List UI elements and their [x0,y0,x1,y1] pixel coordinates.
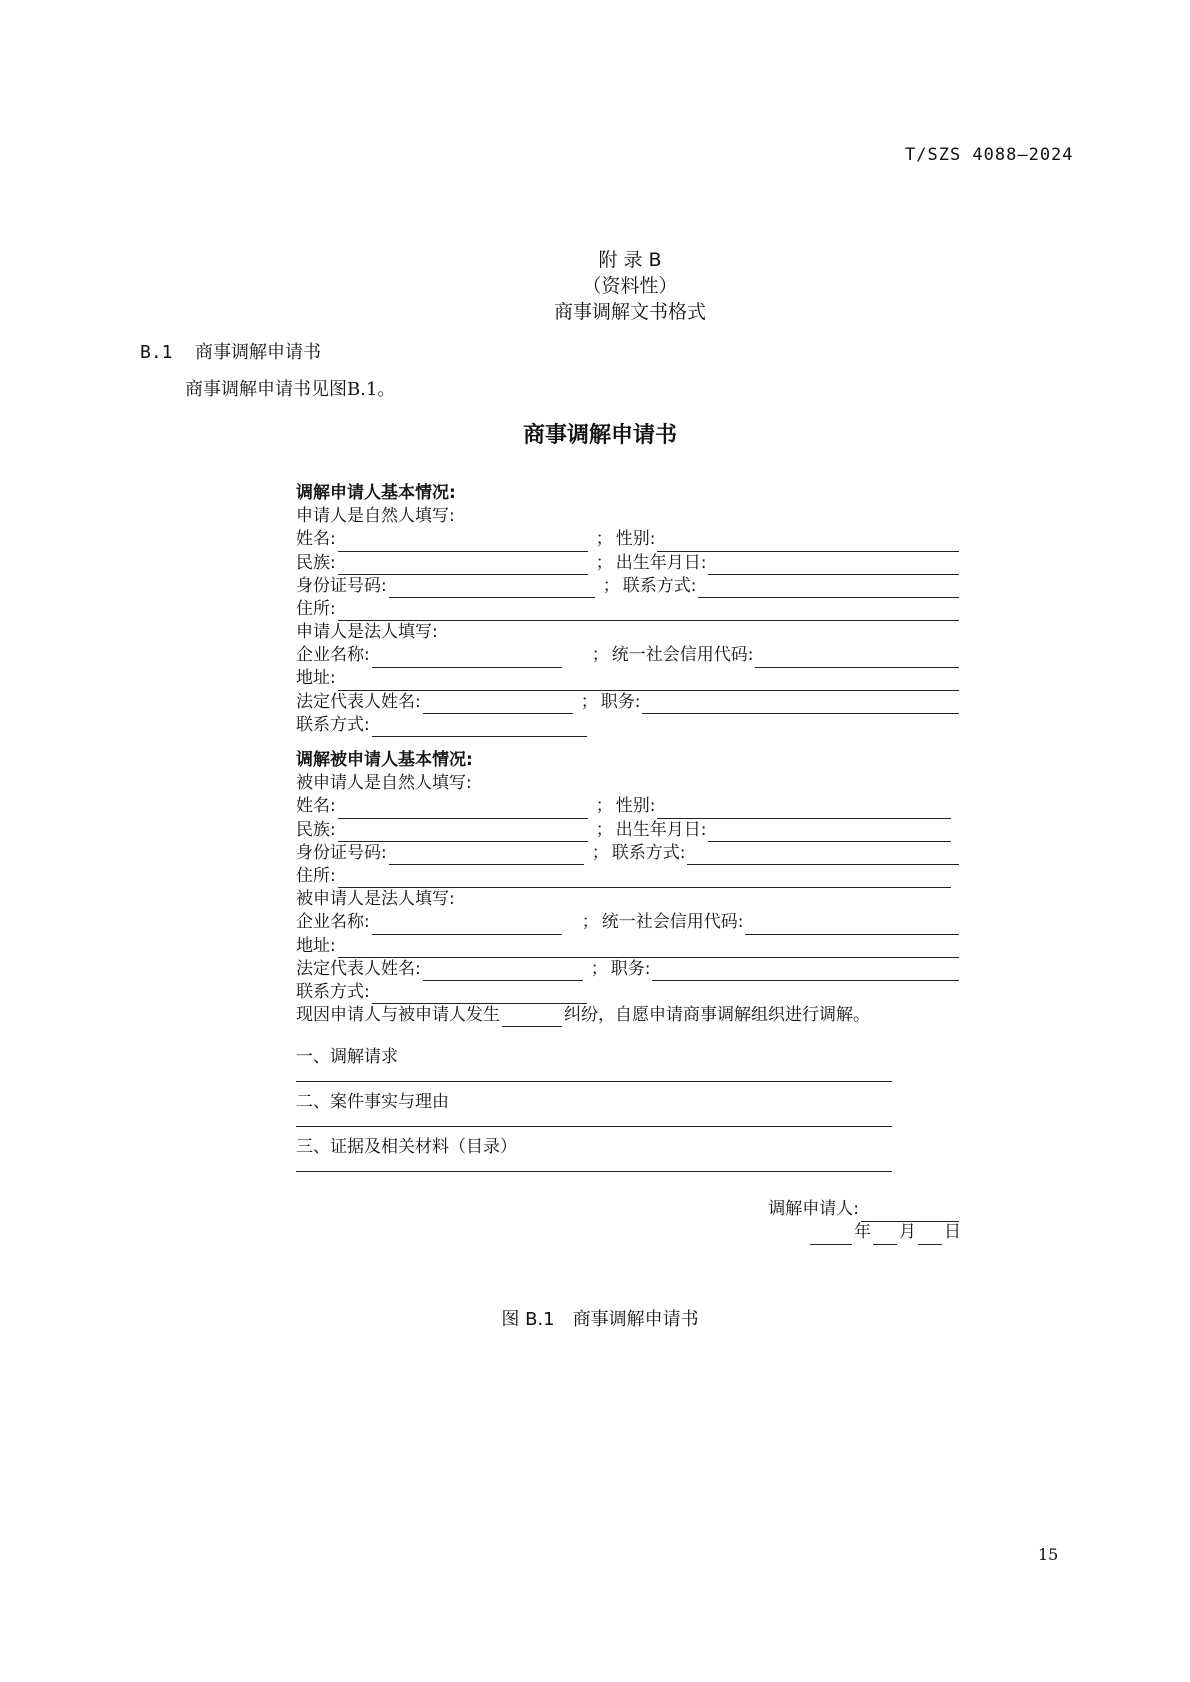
legal-rep-label: 法定代表人姓名: [296,691,421,712]
dispute-statement: 现因申请人与被申请人发生 纠纷，自愿申请商事调解组织进行调解。 [296,1004,961,1027]
applicant-id-row: 身份证号码: ； 联系方式: [296,575,961,598]
credit-code-label: 统一社会信用代码: [611,645,754,666]
section-body: 商事调解申请书见图B.1。 [185,379,396,400]
rep-contact-field[interactable] [372,986,587,1004]
company-field[interactable] [372,650,562,668]
ethnicity-label: 民族: [296,819,336,840]
month-label: 月 [899,1222,916,1243]
appendix-nature: （资料性） [582,275,678,297]
figure-caption: 图 B.1 商事调解申请书 [501,1309,699,1330]
item-facts-reasons: 二、案件事实与理由 [296,1092,449,1113]
company-address-label: 地址: [296,668,336,689]
ethnicity-field[interactable] [338,557,588,575]
legal-rep-label: 法定代表人姓名: [296,958,421,979]
name-label: 姓名: [296,796,336,817]
name-field[interactable] [338,801,588,819]
signature-label: 调解申请人: [768,1199,859,1220]
standard-code: T/SZS 4088—2024 [905,145,1074,165]
id-number-label: 身份证号码: [296,842,387,863]
name-label: 姓名: [296,529,336,550]
contact-field[interactable] [698,580,959,598]
position-field[interactable] [642,696,959,714]
respondent-company-row: 企业名称: ； 统一社会信用代码: [296,911,961,934]
company-label: 企业名称: [296,912,370,933]
respondent-address-row [296,865,953,888]
applicant-legal-label: 申请人是法人填写: [296,622,438,643]
rep-contact-field[interactable] [372,719,587,737]
name-field[interactable] [338,534,588,552]
respondent-name-row: 姓名: ； 性别: [296,795,953,818]
respondent-heading: 调解被申请人基本情况: [296,750,473,771]
evidence-field[interactable] [296,1159,892,1172]
section-title: 商事调解申请书 [195,342,321,363]
date-row [296,1222,961,1245]
signature-field[interactable] [861,1204,959,1222]
facts-reasons-field[interactable] [296,1114,892,1127]
gender-label: 性别: [615,796,656,817]
respondent-legal-label: 被申请人是法人填写: [296,889,455,910]
respondent-ethnicity-row: 民族: ； 出生年月日: [296,819,953,842]
company-address-field[interactable] [338,673,959,691]
rep-contact-label: 联系方式: [296,981,370,1002]
id-number-field[interactable] [389,847,584,865]
position-label: 职务: [600,691,641,712]
id-number-field[interactable] [389,580,595,598]
item-evidence: 三、证据及相关材料（目录） [296,1137,517,1158]
position-field[interactable] [652,963,959,981]
mediation-request-field[interactable] [296,1069,892,1082]
respondent-company-address-row [296,935,961,958]
year-label: 年 [854,1222,871,1243]
respondent-legal-rep-row: 法定代表人姓名: ； 职务: [296,958,961,981]
item-mediation-request: 一、调解请求 [296,1047,398,1068]
position-label: 职务: [610,958,651,979]
legal-rep-field[interactable] [423,963,583,981]
credit-code-field[interactable] [745,917,959,935]
id-number-label: 身份证号码: [296,575,387,596]
company-address-field[interactable] [338,940,959,958]
gender-label: 性别: [615,529,656,550]
application-form [296,482,961,1245]
birth-field[interactable] [708,557,959,575]
section-number: B.1 [140,342,173,363]
applicant-name-row: 姓名: ； 性别: [296,528,961,551]
applicant-ethnicity-row: 民族: ； 出生年月日: [296,552,961,575]
contact-field[interactable] [687,847,959,865]
applicant-address-row [296,598,961,621]
signature-row [296,1198,961,1221]
gender-field[interactable] [657,801,951,819]
applicant-natural-label: 申请人是自然人填写: [296,506,455,527]
company-field[interactable] [372,917,562,935]
birth-field[interactable] [708,824,951,842]
address-label: 住所: [296,598,336,619]
rep-contact-label: 联系方式: [296,714,370,735]
company-label: 企业名称: [296,645,370,666]
applicant-company-address-row [296,668,961,691]
dispute-type-field[interactable] [502,1010,562,1027]
appendix-subtitle: 商事调解文书格式 [553,301,706,323]
contact-label: 联系方式: [622,575,697,596]
applicant-heading: 调解申请人基本情况: [296,482,456,503]
company-address-label: 地址: [296,935,336,956]
birth-label: 出生年月日: [615,819,707,840]
year-field[interactable] [810,1227,852,1245]
respondent-id-row: 身份证号码: ； 联系方式: [296,842,961,865]
respondent-rep-contact-row [296,981,961,1004]
day-label: 日 [944,1222,961,1243]
respondent-natural-label: 被申请人是自然人填写: [296,773,472,794]
address-field[interactable] [338,603,959,621]
section-heading [140,338,321,364]
credit-code-field[interactable] [755,650,959,668]
applicant-rep-contact-row [296,714,961,737]
form-title: 商事调解申请书 [522,423,677,448]
month-field[interactable] [873,1227,897,1245]
ethnicity-field[interactable] [338,824,588,842]
legal-rep-field[interactable] [423,696,573,714]
day-field[interactable] [918,1227,942,1245]
address-label: 住所: [296,865,336,886]
birth-label: 出生年月日: [615,552,707,573]
gender-field[interactable] [657,534,959,552]
appendix-title: 附 录 B [598,249,662,271]
applicant-company-row: 企业名称: ； 统一社会信用代码: [296,644,961,667]
credit-code-label: 统一社会信用代码: [601,912,744,933]
address-field[interactable] [338,870,951,888]
ethnicity-label: 民族: [296,552,336,573]
contact-label: 联系方式: [611,842,686,863]
applicant-legal-rep-row: 法定代表人姓名: ； 职务: [296,691,961,714]
page-number: 15 [1038,1545,1059,1564]
